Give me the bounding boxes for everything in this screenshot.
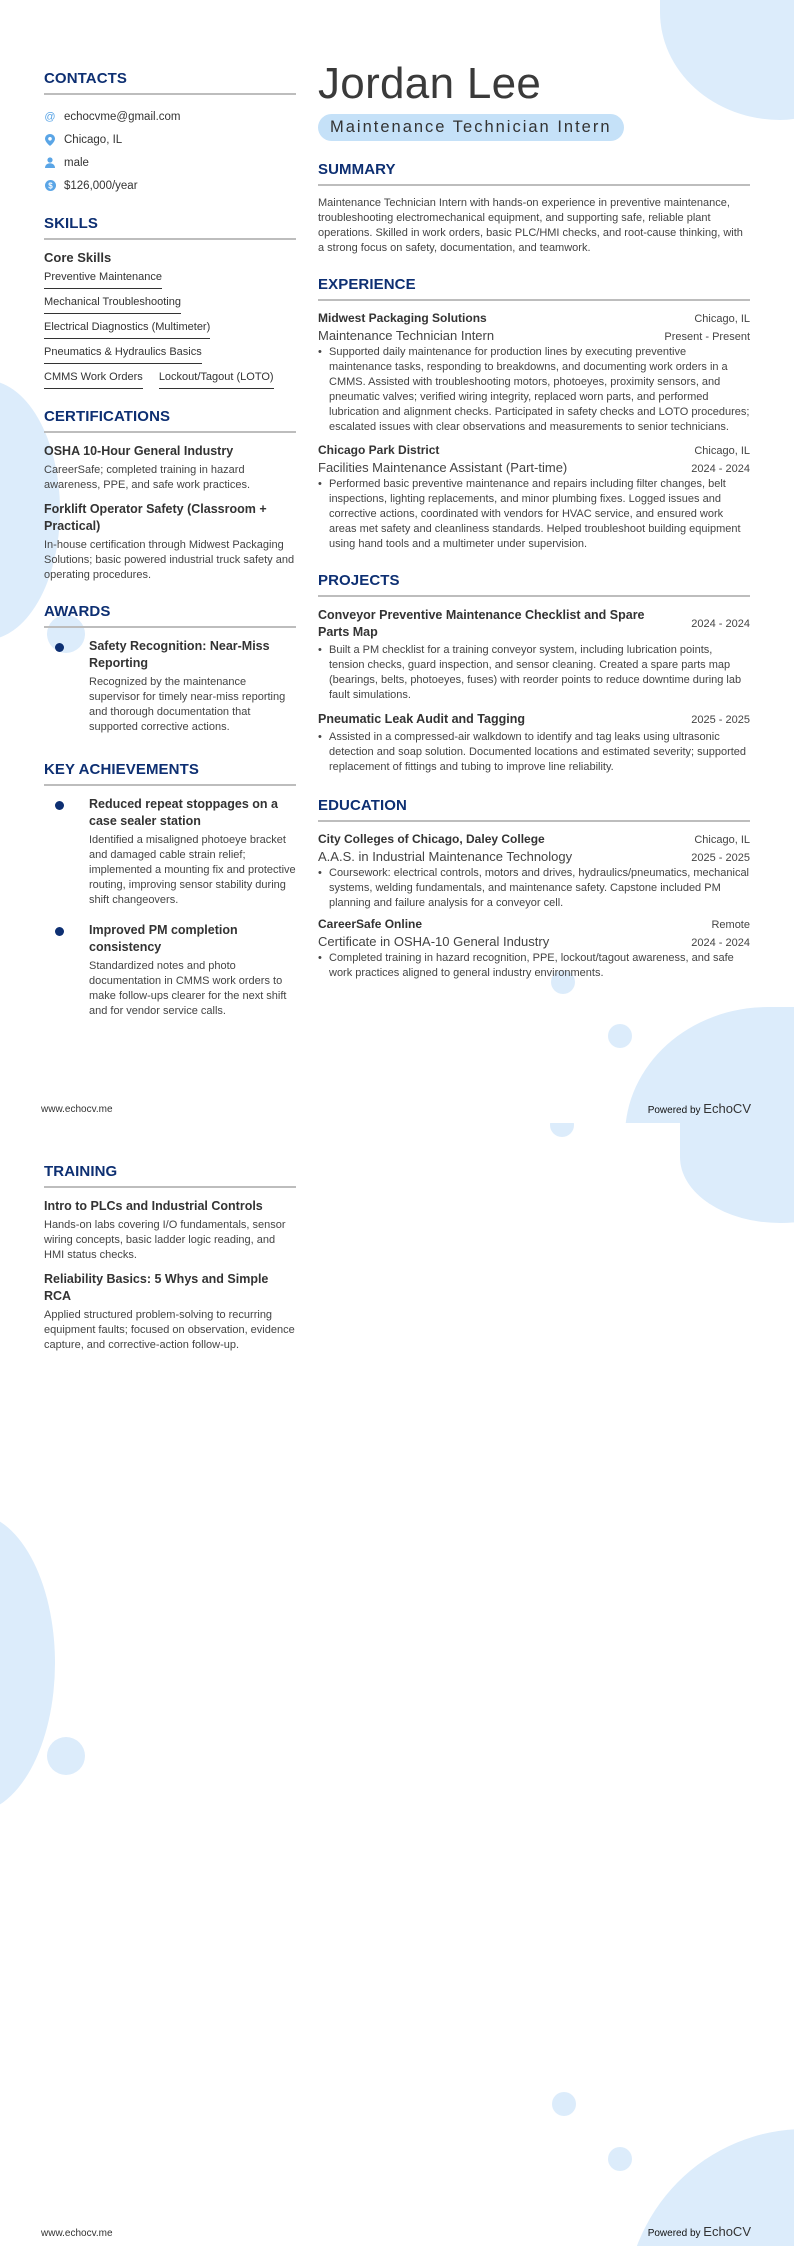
footer-powered-by[interactable] — [648, 1101, 751, 1116]
contact-salary — [44, 174, 296, 197]
experience-bullet: Supported daily maintenance for production lines by executing preventive maintenance tasks, responding to breakdowns, and documenting work orders in a CMMS. Assisted with troubleshooting motors, photoeyes, proximity sensors, and pneumatic valves; verified wiring integrity, replaced worn parts, and performed lubrication and alignment checks. Participated in safety checks and LOTO procedures; escalated issues with clear observations and measurements to senior technicians. — [329, 346, 750, 433]
education-entry — [318, 917, 750, 981]
certification-desc: CareerSafe; completed training in hazard awareness, PPE, and safe work practices. — [44, 464, 251, 491]
certification-desc: In-house certification through Midwest Packaging Solutions; basic powered industrial truck safety and operating procedures. — [44, 539, 295, 581]
achievements-section — [44, 761, 296, 1027]
experience-heading: EXPERIENCE — [318, 276, 416, 293]
education-section — [318, 797, 750, 981]
certification-name: Forklift Operator Safety (Classroom + Practical) — [44, 502, 267, 533]
skill-tag: Mechanical Troubleshooting — [44, 294, 181, 314]
education-bullet: Completed training in hazard recognition, PPE, lockout/tagout awareness, and safe work practices aligned to general industry environments. — [329, 952, 734, 979]
decor-dot-mid — [608, 1024, 632, 1048]
experience-role: Maintenance Technician Intern — [318, 328, 495, 343]
contact-location — [44, 128, 296, 151]
skills-heading: SKILLS — [44, 215, 98, 232]
powered-by-label: Powered by — [647, 2228, 701, 2239]
section-divider — [44, 238, 296, 240]
brand-name: EchoCV — [703, 2224, 751, 2239]
summary-text: Maintenance Technician Intern with hands-on experience in preventive maintenance, troubleshooting electromechanical equipment, and supporting safe, reliable plant operations. Skilled in work orders, basic PLC/HMI checks, and root-cause thinking, with a strong focus on safety, documentation, and teamwork. — [318, 197, 743, 254]
bullet-icon: • — [318, 867, 322, 879]
decor-dot-bottom-1 — [552, 2092, 576, 2116]
summary-section — [318, 161, 750, 256]
bullet-dot-icon — [55, 643, 64, 652]
projects-section — [318, 572, 750, 775]
education-location: Remote — [711, 919, 750, 931]
project-entry — [318, 607, 750, 703]
decor-dot-bottom-2 — [608, 2147, 632, 2171]
skill-tag: CMMS Work Orders — [44, 369, 143, 389]
training-item — [44, 1198, 296, 1263]
achievement-desc: Standardized notes and photo documentation in CMMS work orders to make follow-ups clearer for the next shift and for vendor service calls. — [89, 960, 287, 1017]
certifications-heading: CERTIFICATIONS — [44, 408, 171, 425]
contacts-section — [44, 70, 296, 197]
education-location: Chicago, IL — [694, 834, 750, 846]
achievement-item — [44, 796, 296, 916]
brand-name: EchoCV — [703, 1101, 751, 1116]
experience-org: Chicago Park District — [318, 443, 440, 457]
award-name: Safety Recognition: Near-Miss Reporting — [89, 639, 270, 670]
person-icon — [44, 157, 56, 169]
decor-blob-top-right — [680, 1123, 794, 1223]
decor-dot-mid-right — [550, 1123, 574, 1137]
section-divider — [44, 93, 296, 95]
footer-powered-by[interactable] — [648, 2224, 751, 2239]
left-column — [44, 70, 296, 1033]
certification-item — [44, 443, 296, 493]
achievement-desc: Identified a misaligned photoeye bracket and damaged cable strain relief; implemented a mounting fix and protective routing, improving sensor stability during shift changeovers. — [89, 834, 296, 906]
project-entry — [318, 711, 750, 775]
education-degree: A.A.S. in Industrial Maintenance Technology — [318, 849, 573, 864]
experience-section — [318, 276, 750, 552]
contacts-heading: CONTACTS — [44, 70, 128, 87]
skill-group-title: Core Skills — [44, 250, 112, 265]
decor-blob-left — [0, 1513, 55, 1813]
dollar-icon — [44, 180, 56, 192]
section-divider — [44, 431, 296, 433]
contact-salary-value: $126,000/year — [64, 179, 138, 192]
section-divider — [44, 626, 296, 628]
bullet-dot-icon — [55, 801, 64, 810]
role-badge: Maintenance Technician Intern — [318, 114, 624, 141]
footer-website[interactable]: www.echocv.me — [41, 2228, 113, 2239]
bullet-icon: • — [318, 952, 322, 964]
education-school: CareerSafe Online — [318, 917, 423, 931]
project-name: Conveyor Preventive Maintenance Checklist and Spare Parts Map — [318, 608, 645, 639]
experience-role: Facilities Maintenance Assistant (Part-time) — [318, 460, 568, 475]
award-desc: Recognized by the maintenance supervisor for timely near-miss reporting and thorough documentation that supported corrective actions. — [89, 676, 286, 733]
education-dates: 2024 - 2024 — [691, 937, 750, 949]
certifications-section — [44, 408, 296, 583]
experience-location: Chicago, IL — [694, 313, 750, 325]
project-bullet: Built a PM checklist for a training conveyor system, including lubrication points, tension checks, guard inspection, and sensor cleaning. Created a spare parts map (bearings, belts, photoeyes, fuses) with reorder points to reduce downtime during lab fault simulations. — [329, 644, 742, 701]
experience-entry — [318, 443, 750, 552]
contact-gender — [44, 151, 296, 174]
experience-dates: 2024 - 2024 — [691, 463, 750, 475]
project-bullet: Assisted in a compressed-air walkdown to identify and tag leaks using ultrasonic detection and soap solution. Documented locations and estimated severity; supported replacement of fittings and tubing to improve line reliability. — [329, 731, 747, 773]
svg-text:$: $ — [47, 181, 53, 191]
powered-by-label: Powered by — [647, 1105, 701, 1116]
education-heading: EDUCATION — [318, 797, 407, 814]
candidate-name: Jordan Lee — [318, 59, 542, 108]
section-divider — [318, 184, 750, 186]
bullet-icon: • — [318, 644, 322, 656]
education-bullet: Coursework: electrical controls, motors and drives, hydraulics/pneumatics, mechanical systems, welding fundamentals, and maintenance safety. Capstone included PM planning and failure analysis for a conveyor cell. — [329, 867, 750, 909]
project-dates: 2024 - 2024 — [691, 618, 750, 630]
summary-heading: SUMMARY — [318, 161, 396, 178]
education-dates: 2025 - 2025 — [691, 852, 750, 864]
section-divider — [318, 595, 750, 597]
skills-section — [44, 215, 296, 394]
skill-tag: Preventive Maintenance — [44, 269, 162, 289]
certification-item — [44, 501, 296, 583]
achievements-heading: KEY ACHIEVEMENTS — [44, 761, 199, 778]
awards-heading: AWARDS — [44, 603, 111, 620]
education-entry — [318, 832, 750, 911]
achievement-item — [44, 922, 296, 1027]
awards-section — [44, 603, 296, 743]
bullet-icon: • — [318, 731, 322, 743]
education-school: City Colleges of Chicago, Daley College — [318, 832, 545, 846]
skill-tag: Electrical Diagnostics (Multimeter) — [44, 319, 210, 339]
training-name: Reliability Basics: 5 Whys and Simple RCA — [44, 1272, 269, 1303]
achievement-name: Reduced repeat stoppages on a case sealer station — [89, 797, 278, 828]
skill-tag: Lockout/Tagout (LOTO) — [159, 369, 274, 389]
decor-dot-left — [47, 1737, 85, 1775]
resume-page-2 — [0, 1123, 794, 2246]
bullet-dot-icon — [55, 927, 64, 936]
experience-location: Chicago, IL — [694, 445, 750, 457]
footer-website[interactable]: www.echocv.me — [41, 1104, 113, 1115]
training-heading: TRAINING — [44, 1163, 118, 1180]
training-desc: Applied structured problem-solving to recurring equipment faults; focused on observation, evidence capture, and corrective-action follow-up. — [44, 1309, 295, 1351]
achievement-name: Improved PM completion consistency — [89, 923, 238, 954]
training-section — [44, 1163, 296, 1353]
right-column — [318, 60, 750, 981]
section-divider — [44, 1186, 296, 1188]
training-item — [44, 1271, 296, 1353]
certification-name: OSHA 10-Hour General Industry — [44, 444, 234, 458]
training-desc: Hands-on labs covering I/O fundamentals, sensor wiring concepts, basic ladder logic reading, and HMI status checks. — [44, 1219, 286, 1261]
contact-email-value: echocvme@gmail.com — [64, 110, 181, 123]
experience-dates: Present - Present — [664, 331, 750, 343]
section-divider — [318, 299, 750, 301]
project-name: Pneumatic Leak Audit and Tagging — [318, 712, 525, 726]
project-dates: 2025 - 2025 — [691, 714, 750, 726]
section-divider — [318, 820, 750, 822]
contact-email[interactable] — [44, 105, 296, 128]
left-column-page-2 — [44, 1163, 296, 1361]
section-divider — [44, 784, 296, 786]
location-pin-icon — [44, 134, 56, 146]
bullet-icon: • — [318, 346, 322, 358]
contact-location-value: Chicago, IL — [64, 133, 123, 146]
bullet-icon: • — [318, 478, 322, 490]
projects-heading: PROJECTS — [318, 572, 400, 589]
education-degree: Certificate in OSHA-10 General Industry — [318, 934, 550, 949]
award-item — [44, 638, 296, 743]
training-name: Intro to PLCs and Industrial Controls — [44, 1199, 263, 1213]
experience-bullet: Performed basic preventive maintenance and repairs including filter changes, belt inspections, lighting replacements, and minor plumbing fixes. Logged issues and corrective actions, coordinated with vendors for HVAC service, and ensured work areas met safety and cleanliness standards. Helped troubleshoot building equipment using hand tools and a multimeter under supervision. — [329, 478, 741, 550]
at-icon: @ — [44, 110, 56, 123]
skill-tag: Pneumatics & Hydraulics Basics — [44, 344, 202, 364]
experience-org: Midwest Packaging Solutions — [318, 311, 487, 325]
experience-entry — [318, 311, 750, 435]
contact-gender-value: male — [64, 156, 89, 169]
